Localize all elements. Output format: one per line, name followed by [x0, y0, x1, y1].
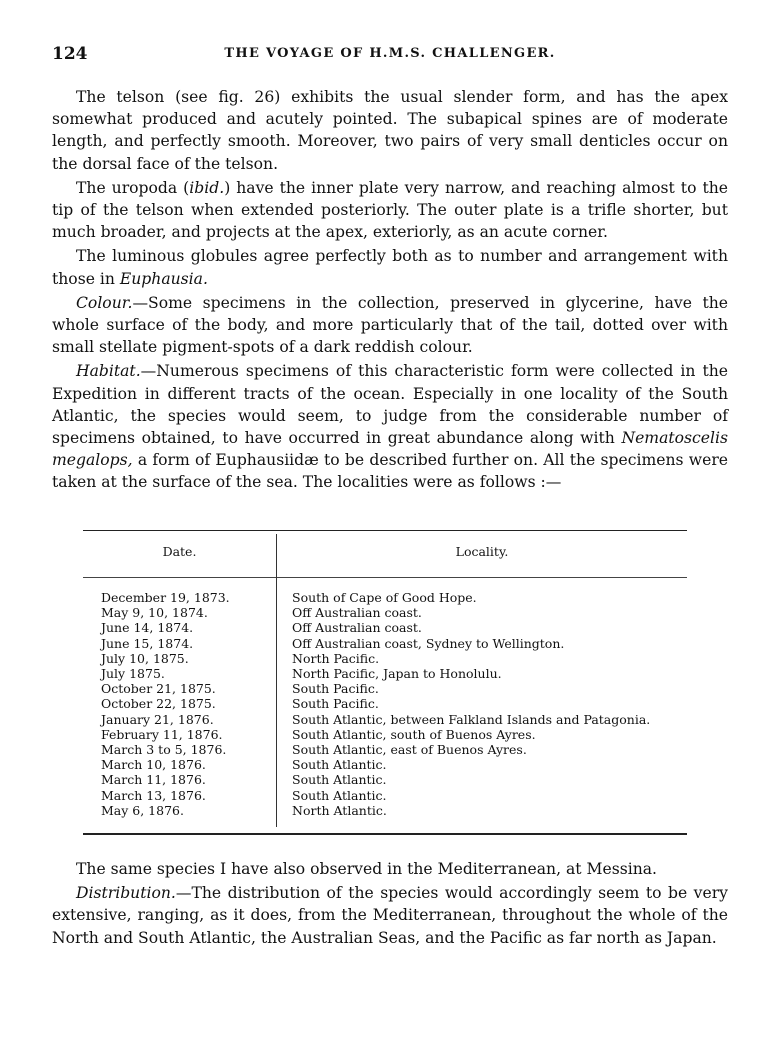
- table-row-locality: Off Australian coast, Sydney to Wellington.: [292, 635, 565, 651]
- table-row-date: May 9, 10, 1874.: [101, 605, 208, 621]
- paragraph-telson: The telson (see fig. 26) exhibits the usual slender form, and has the apex somewhat produced and acutely pointed. The subapical spines are of moderate length, and perfectly smooth. Moreover, two pairs of very small denticles occur on the dorsal face of the telson.: [52, 88, 728, 173]
- colour-heading: Colour.: [76, 293, 133, 312]
- table-row-locality: South Atlantic, east of Buenos Ayres.: [292, 742, 527, 758]
- date-column-header: Date.: [162, 544, 197, 559]
- closing-text: [52, 858, 728, 951]
- table-row-date: February 11, 1876.: [101, 726, 223, 742]
- table-row-locality: South Pacific.: [292, 681, 379, 697]
- table-row-date: January 21, 1876.: [101, 711, 214, 727]
- table-row-date: May 6, 1876.: [101, 802, 184, 818]
- table-row-date: October 22, 1875.: [101, 696, 216, 712]
- table-row-locality: Off Australian coast.: [292, 605, 422, 621]
- paragraph-globules: The luminous globules agree perfectly both as to number and arrangement with those in Euphausia.: [52, 247, 728, 288]
- table-row-date: July 10, 1875.: [101, 650, 189, 666]
- locality-column: [292, 590, 650, 818]
- table-row-date: October 21, 1875.: [101, 681, 216, 697]
- table-top-rule: [83, 530, 687, 531]
- date-column: [101, 590, 230, 818]
- table-row-locality: North Atlantic.: [292, 802, 387, 818]
- table-row-date: July 1875.: [101, 666, 165, 682]
- table-row-date: March 11, 1876.: [101, 772, 206, 788]
- table-row-date: June 15, 1874.: [101, 635, 194, 651]
- running-title: THE VOYAGE OF H.M.S. CHALLENGER.: [224, 46, 556, 61]
- table-row-locality: South Atlantic.: [292, 772, 387, 788]
- table-row-date: March 13, 1876.: [101, 787, 206, 803]
- locality-column-header: Locality.: [455, 544, 509, 559]
- table-row-locality: South Atlantic.: [292, 757, 387, 773]
- table-row-locality: South Atlantic, south of Buenos Ayres.: [292, 726, 536, 742]
- page-header: [52, 44, 728, 68]
- table-row-locality: South of Cape of Good Hope.: [292, 590, 477, 605]
- table-column-divider: [276, 534, 277, 827]
- table-row-locality: South Pacific.: [292, 696, 379, 712]
- paragraph-habitat: Habitat.—Numerous specimens of this characteristic form were collected in the Expedition in different tracts of the ocean. Especially in one locality of the South Atlantic, the species would seem, to judge from the considerable number of specimens obtained, to have occurred in great abundance along with Nematoscelis megalops, a form of Euphausiidæ to be described further on. All the specimens were taken at the surface of the sea. The localities were as follows :—: [52, 362, 728, 492]
- paragraph-uropoda: The uropoda (ibid.) have the inner plate very narrow, and reaching almost to the tip of the telson when extended posteriorly. The outer plate is a trifle shorter, but much broader, and projects at the apex, exteriorly, as an acute corner.: [52, 178, 728, 242]
- localities-table: [83, 530, 687, 835]
- table-row-date: June 14, 1874.: [101, 620, 194, 636]
- paragraph-colour: Colour.—Some specimens in the collection, preserved in glycerine, have the whole surface of the body, and more particularly that of the tail, dotted over with small stellate pigment-spots of a dark reddish colour.: [52, 293, 728, 357]
- page-number: 124: [52, 44, 88, 64]
- table-row-locality: North Pacific, Japan to Honolulu.: [292, 666, 502, 682]
- table-row-date: March 3 to 5, 1876.: [101, 742, 227, 758]
- distribution-heading: Distribution.: [76, 884, 176, 903]
- habitat-heading: Habitat.: [76, 362, 141, 381]
- paragraph-messina: The same species I have also observed in the Mediterranean, at Messina.: [76, 860, 658, 878]
- table-row-locality: Off Australian coast.: [292, 620, 422, 636]
- body-text: [52, 86, 728, 496]
- table-bottom-rule: [83, 833, 687, 835]
- table-row-locality: North Pacific.: [292, 650, 380, 666]
- table-row-date: March 10, 1876.: [101, 757, 206, 773]
- table-row-date: December 19, 1873.: [101, 590, 230, 605]
- paragraph-distribution: Distribution.—The distribution of the species would accordingly seem to be very extensive, ranging, as it does, from the Mediterranean, throughout the whole of the North and South Atlantic, the Australian Seas, and the Pacific as far north as Japan.: [52, 884, 728, 947]
- table-row-locality: South Atlantic, between Falkland Islands and Patagonia.: [292, 711, 651, 727]
- table-header-rule: [83, 577, 687, 578]
- table-row-locality: South Atlantic.: [292, 787, 387, 803]
